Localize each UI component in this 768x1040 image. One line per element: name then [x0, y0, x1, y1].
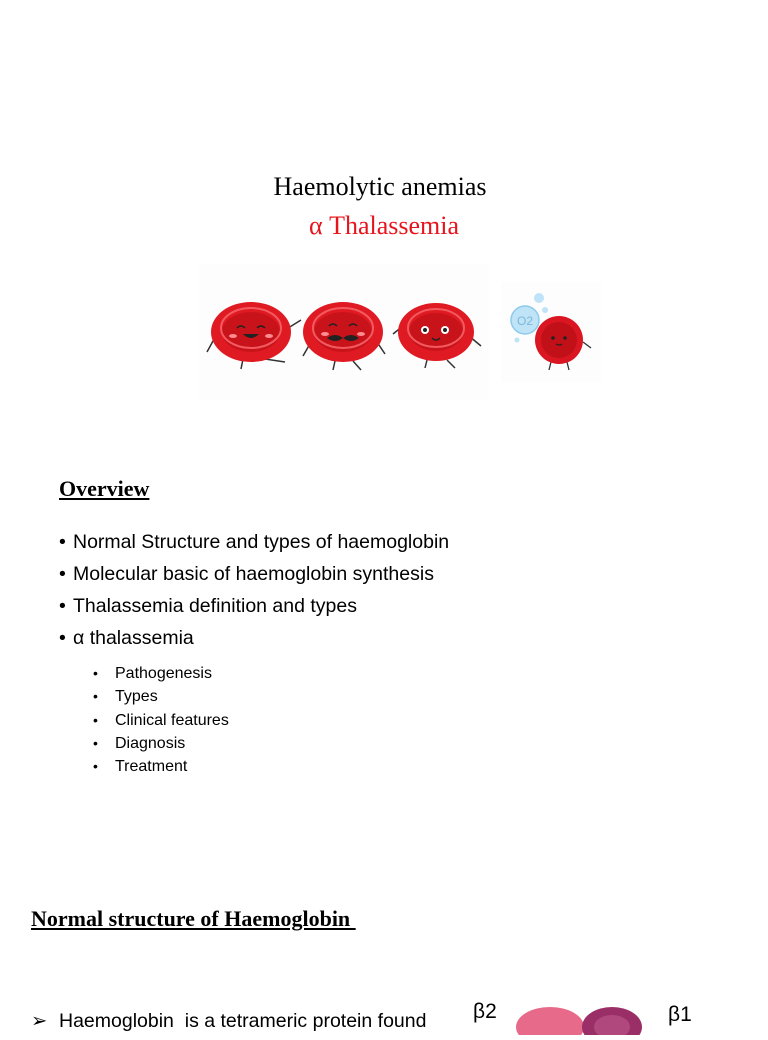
list-item: • Clinical features [93, 711, 229, 729]
overview-list [59, 528, 449, 656]
svg-text:O2: O2 [517, 314, 534, 328]
small-red-cell-icon [535, 316, 591, 370]
list-item: • Pathogenesis [93, 665, 212, 682]
list-item: • Treatment [93, 758, 188, 776]
oxygen-cell-illustration [501, 282, 601, 382]
page-subtitle: α Thalassemia [308, 211, 460, 240]
arrow-bullet-icon: ➢ [31, 1010, 48, 1032]
haemoglobin-description: ➢ Haemoglobin is a tetrameric protein found [31, 1010, 427, 1032]
smiling-red-cell-icon [207, 302, 301, 369]
beta2-subunit-icon [516, 1007, 584, 1035]
beta1-label: β1 [668, 1003, 692, 1026]
haemoglobin-structure-figure [500, 995, 760, 1035]
haemoglobin-heading: Normal structure of Haemoglobin [31, 906, 356, 931]
list-item: • Diagnosis [93, 734, 186, 752]
alpha-thalassemia-sublist [93, 662, 229, 778]
list-item: • Types [93, 688, 158, 706]
surprised-red-cell-icon [393, 303, 481, 368]
list-item: • Thalassemia definition and types [59, 595, 357, 617]
beta2-label: β2 [473, 1000, 497, 1023]
list-item: • α thalassemia [59, 627, 194, 649]
list-item: • Molecular basic of haemoglobin synthesis [59, 563, 434, 585]
list-item: • Normal Structure and types of haemoglobin [59, 531, 450, 553]
overview-heading: Overview [59, 476, 150, 501]
red-cells-illustration [199, 264, 489, 400]
page-title: Haemolytic anemias [273, 172, 487, 201]
mustache-red-cell-icon [303, 302, 385, 370]
